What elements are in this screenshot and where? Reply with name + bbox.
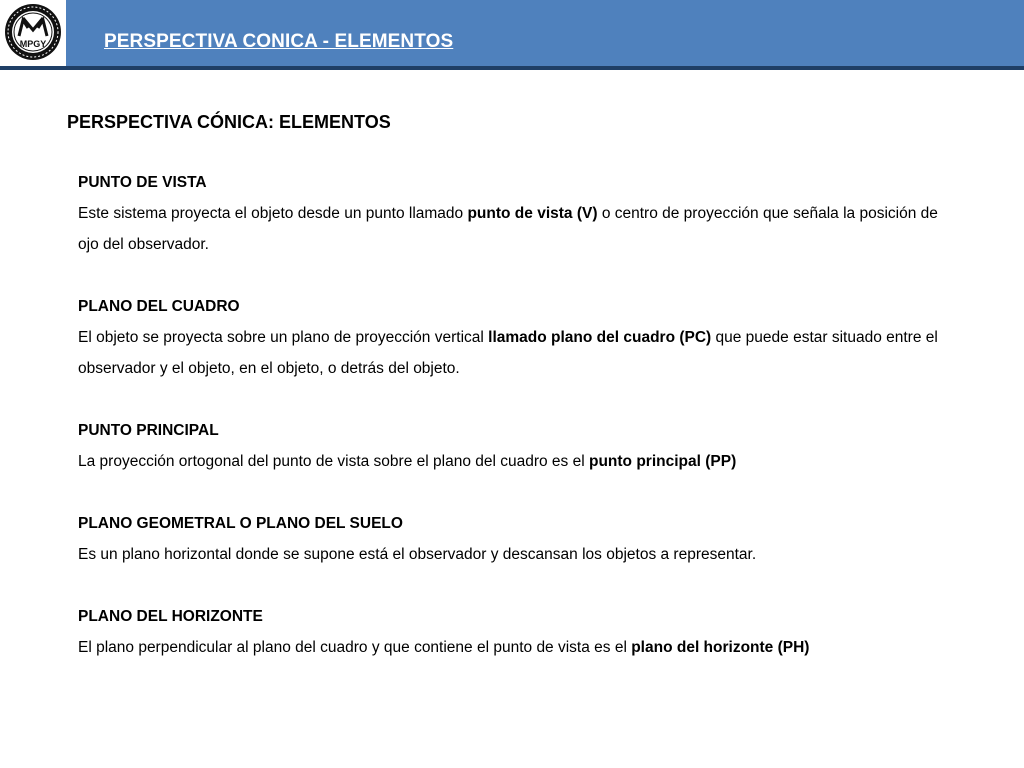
section-punto-de-vista: [78, 167, 958, 260]
header-divider: [0, 66, 1024, 70]
seal-icon: [3, 2, 63, 62]
section-text: Este sistema proyecta el objeto desde un punto llamado punto de vista (V) o centro de proyección que señala la posición de ojo del observador.: [78, 205, 938, 253]
section-text: La proyección ortogonal del punto de vista sobre el plano del cuadro es el punto principal (PP): [78, 453, 737, 470]
section-text: El objeto se proyecta sobre un plano de proyección vertical llamado plano del cuadro (PC) que puede estar situado entre el observador y el objeto, en el objeto, o detrás del objeto.: [78, 329, 938, 377]
section-text: El plano perpendicular al plano del cuadro y que contiene el punto de vista es el plano del horizonte (PH): [78, 639, 810, 656]
section-heading: PLANO GEOMETRAL O PLANO DEL SUELO: [78, 515, 403, 532]
header-title: PERSPECTIVA CONICA - ELEMENTOS: [104, 31, 454, 52]
header-bar: [0, 0, 1024, 66]
section-plano-del-horizonte: [78, 601, 958, 663]
section-heading: PUNTO PRINCIPAL: [78, 422, 219, 439]
section-heading: PLANO DEL HORIZONTE: [78, 608, 263, 625]
section-heading: PUNTO DE VISTA: [78, 174, 207, 191]
slide-title: PERSPECTIVA CÓNICA: ELEMENTOS: [67, 112, 391, 132]
section-plano-geometral: [78, 508, 958, 570]
section-heading: PLANO DEL CUADRO: [78, 298, 240, 315]
content-body: [78, 167, 958, 694]
section-plano-del-cuadro: [78, 291, 958, 384]
section-text: Es un plano horizontal donde se supone está el observador y descansan los objetos a representar.: [78, 546, 757, 563]
section-punto-principal: [78, 415, 958, 477]
logo: [0, 0, 66, 66]
svg-text:MPGY: MPGY: [19, 39, 47, 49]
